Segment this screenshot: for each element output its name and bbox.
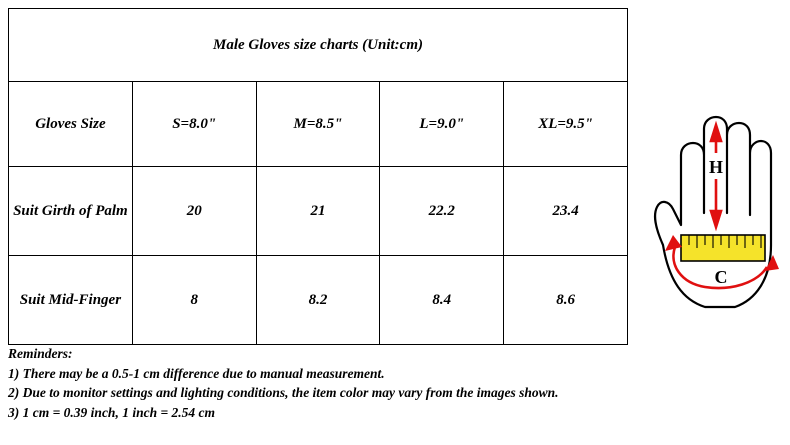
row-label-girth-of-palm: Suit Girth of Palm — [9, 167, 133, 256]
column-header-m: M=8.5" — [256, 82, 380, 167]
height-label: H — [708, 157, 724, 177]
reminder-line-2: 2) Due to monitor settings and lighting conditions, the item color may vary from the images shown. — [8, 385, 559, 401]
cell-girth-m: 21 — [256, 167, 380, 256]
row-label-mid-finger: Suit Mid-Finger — [9, 256, 133, 345]
reminders-block — [8, 344, 648, 422]
table-row — [9, 256, 628, 345]
cell-girth-l: 22.2 — [380, 167, 504, 256]
cell-girth-s: 20 — [132, 167, 256, 256]
chart-title: Male Gloves size charts (Unit:cm) — [9, 9, 628, 82]
column-header-l: L=9.0" — [380, 82, 504, 167]
table-header-row — [9, 82, 628, 167]
circumference-label: C — [714, 267, 728, 287]
cell-girth-xl: 23.4 — [504, 167, 628, 256]
size-chart-table — [8, 8, 628, 345]
cell-midfinger-l: 8.4 — [380, 256, 504, 345]
cell-midfinger-s: 8 — [132, 256, 256, 345]
table-row — [9, 167, 628, 256]
table-title-row — [9, 9, 628, 82]
column-header-s: S=8.0" — [132, 82, 256, 167]
cell-midfinger-xl: 8.6 — [504, 256, 628, 345]
reminder-line-1: 1) There may be a 0.5-1 cm difference due to manual measurement. — [8, 365, 385, 381]
reminders-heading: Reminders: — [8, 346, 73, 361]
ruler-band-icon — [681, 235, 765, 261]
hand-measurement-diagram — [635, 95, 785, 335]
reminder-line-3: 3) 1 cm = 0.39 inch, 1 inch = 2.54 cm — [8, 404, 216, 420]
column-header-xl: XL=9.5" — [504, 82, 628, 167]
size-chart-container — [8, 8, 628, 333]
cell-midfinger-m: 8.2 — [256, 256, 380, 345]
column-header-size-label: Gloves Size — [9, 82, 133, 167]
